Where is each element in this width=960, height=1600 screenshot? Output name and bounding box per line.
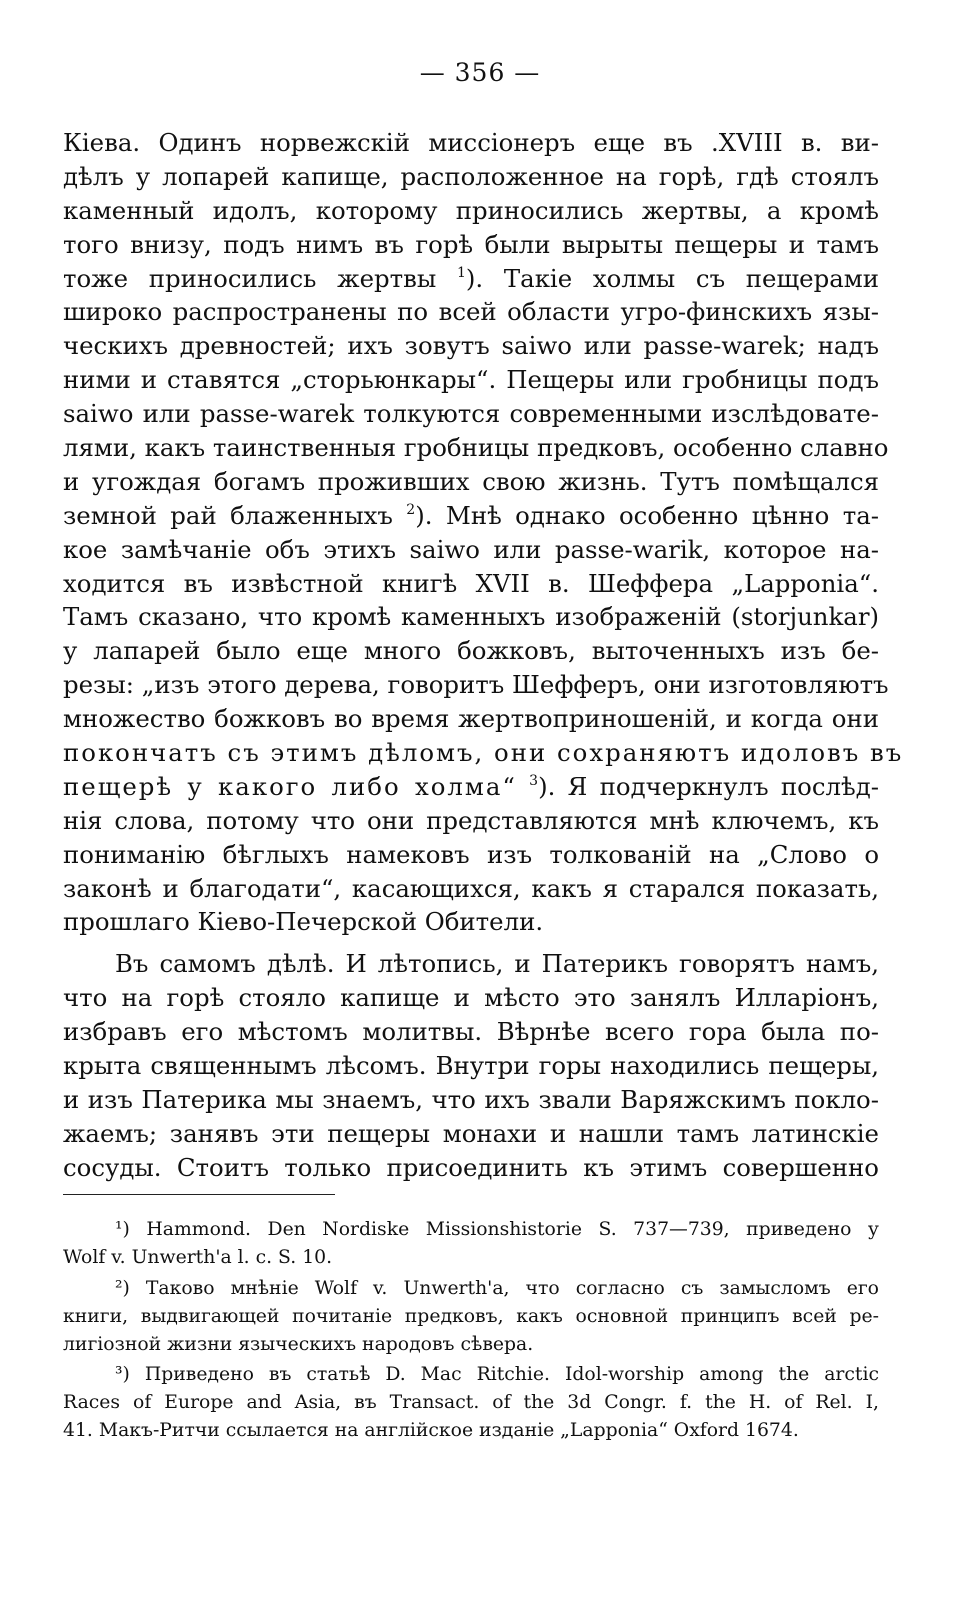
footnote-line — [63, 1361, 879, 1389]
text-line: Тамъ сказано, что кромѣ каменныхъ изображеній (storjunkar) — [63, 602, 879, 632]
footnote-divider — [63, 1194, 335, 1195]
footnote-line: 41. Макъ-Ритчи ссылается на англійское изданіе „Lapponia“ Oxford 1674. — [63, 1420, 799, 1442]
text-line: сосуды. Стоитъ только присоединить къ этимъ совершенно — [63, 1152, 879, 1182]
text-line: ческихъ древностей; ихъ зовутъ saiwo или passe-warek; надъ — [63, 331, 879, 361]
paragraph-gap — [63, 939, 879, 947]
main-text — [63, 126, 904, 1185]
footnote-ref-1: 1 — [456, 264, 466, 281]
text-line: Кіева. Одинъ норвежскій миссіонеръ еще въ .XVIII в. ви- — [63, 128, 879, 157]
text-line: пониманію бѣглыхъ намековъ изъ толкованій на „Слово о — [63, 839, 879, 869]
text-line: дѣлъ у лопарей капище, расположенное на горѣ, гдѣ стоялъ — [63, 161, 879, 191]
text-line: ходится въ извѣстной книгѣ XVII в. Шеффера „Lapponia“. — [63, 568, 879, 598]
text-line: лями, какъ таинственныя гробницы предковъ, особенно славно — [63, 433, 889, 463]
text-segment: пещерѣ у какого либо холма“ — [63, 771, 517, 801]
text-line: и угождая богамъ проживших свою жизнь. Тутъ помѣщался — [63, 466, 879, 496]
text-line: ними и ставятся „сторьюнкары“. Пещеры или гробницы подъ — [63, 365, 879, 395]
footnote-marker: ¹) — [115, 1219, 130, 1240]
text-line: у лапарей было еще много божковъ, выточенныхъ изъ бе- — [63, 636, 879, 666]
text-line: что на горѣ стояло капище и мѣсто это занялъ Илларіонъ, — [63, 983, 879, 1013]
text-line: прошлаго Кіево-Печерской Обители. — [63, 907, 544, 937]
text-segment: земной рай блаженныхъ — [63, 500, 393, 530]
text-segment: ). Мнѣ однако особенно цѣнно та- — [415, 500, 879, 530]
page-number: — 356 — — [419, 58, 541, 87]
text-line: множество божковъ во время жертвоприношеній, и когда они — [63, 704, 879, 734]
text-line: каменный идолъ, которому приносились жертвы, а кромѣ — [63, 195, 879, 225]
text-line: жаемъ; занявъ эти пещеры монахи и нашли тамъ латинскіе — [63, 1118, 879, 1148]
footnote-ref-3: 3 — [529, 772, 539, 789]
text-line — [63, 499, 879, 533]
text-line: крыта священнымъ лѣсомъ. Внутри горы находились пещеры, — [63, 1051, 879, 1081]
text-line: и изъ Патерика мы знаемъ, что ихъ звали Варяжскимъ покло- — [63, 1084, 879, 1114]
text-line — [63, 770, 879, 804]
footnote-line: лигіозной жизни языческихъ народовъ сѣвера. — [63, 1333, 534, 1355]
footnote-marker: ³) — [115, 1364, 130, 1386]
text-line: широко распространены по всей области угро-финскихъ язы- — [63, 297, 879, 327]
text-line: кое замѣчаніе объ этихъ saiwo или passe-warik, которое на- — [63, 534, 879, 564]
footnote-line: Wolf v. Unwerth'a l. c. S. 10. — [63, 1246, 333, 1268]
text-line: покончатъ съ этимъ дѣломъ, они сохраняютъ идоловъ въ — [63, 738, 904, 768]
footnote-text: Hammond. Den Nordiske Missionshistorie S. 737—739, приведено у — [146, 1219, 879, 1240]
text-line: того внизу, подъ нимъ въ горѣ были вырыты пещеры и тамъ — [63, 229, 879, 259]
footnote-line — [63, 1216, 879, 1244]
text-line — [63, 262, 879, 296]
footnote-line: книги, выдвигающей почитаніе предковъ, какъ основной принципъ всей ре- — [63, 1305, 879, 1327]
text-segment: ). Я подчеркнулъ послѣд- — [538, 771, 879, 801]
text-line: Въ самомъ дѣлѣ. И лѣтопись, и Патерикъ говорятъ намъ, — [115, 949, 879, 979]
text-line: нія слова, потому что они представляются мнѣ ключемъ, къ — [63, 805, 879, 835]
footnote-text: Приведено въ статьѣ D. Mac Ritchie. Idol-worship among the arctic — [144, 1364, 879, 1386]
text-segment: тоже приносились жертвы — [63, 263, 437, 293]
text-segment: ). Такіе холмы съ пещерами — [465, 263, 879, 293]
text-line: избравъ его мѣстомъ молитвы. Вѣрнѣе всего гора была по- — [63, 1017, 879, 1047]
footnote-line: Races of Europe and Asia, въ Transact. of the 3d Congr. f. the H. of Rel. I, — [63, 1392, 879, 1414]
footnote-line — [63, 1275, 879, 1303]
text-line: резы: „изъ этого дерева, говоритъ Шефферъ, они изготовляютъ — [63, 670, 889, 700]
text-line: законѣ и благодати“, касающихся, какъ я старался показать, — [63, 873, 879, 903]
footnote-marker: ²) — [115, 1277, 130, 1299]
text-line: saiwo или passe-warek толкуются современными изслѣдовате- — [63, 399, 879, 429]
footnote-ref-2: 2 — [406, 501, 416, 518]
footnotes — [63, 1216, 879, 1445]
footnote-text: Таково мнѣніе Wolf v. Unwerth'a, что согласно съ замысломъ его — [145, 1277, 879, 1299]
